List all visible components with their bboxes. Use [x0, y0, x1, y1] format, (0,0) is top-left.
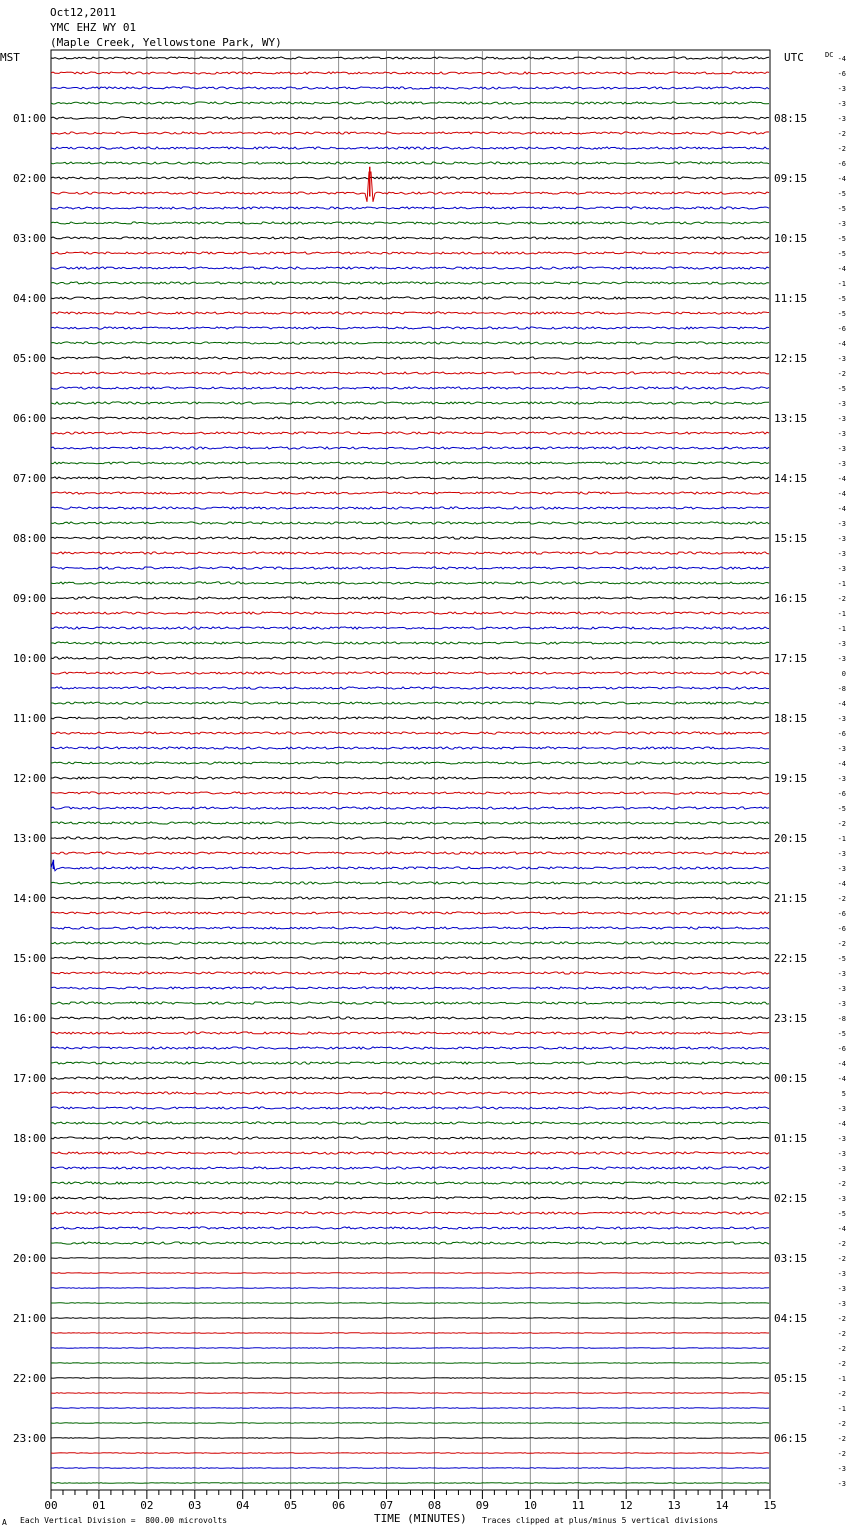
dc-offset-label: -4 [837, 1120, 846, 1128]
right-hour-label: 08:15 [774, 112, 808, 125]
left-hour-label: 14:00 [13, 892, 47, 905]
trace-row [51, 1423, 769, 1424]
left-hour-label: 18:00 [13, 1132, 47, 1145]
trace-row [51, 1378, 769, 1379]
dc-offset-label: -2 [837, 820, 846, 828]
dc-offset-label: 5 [841, 1090, 846, 1098]
dc-offset-label: -3 [837, 220, 846, 228]
dc-offset-label: -5 [837, 1030, 846, 1038]
dc-offset-label: -5 [837, 205, 846, 213]
trace-row [51, 687, 769, 689]
trace-row [51, 1453, 769, 1454]
trace-row [51, 282, 769, 284]
trace-row [51, 267, 769, 269]
trace-row [51, 1483, 769, 1484]
trace-row [51, 912, 769, 914]
left-hour-label: 13:00 [13, 832, 47, 845]
dc-offset-label: -3 [837, 415, 846, 423]
right-hour-label: 14:15 [774, 472, 808, 485]
dc-offset-label: -4 [837, 175, 846, 183]
trace-row [51, 432, 769, 434]
trace-row [51, 942, 769, 944]
dc-offset-label: -3 [837, 1480, 846, 1488]
corner-mark: A [2, 1518, 7, 1527]
trace-row [51, 372, 769, 374]
x-tick-label: 15 [763, 1499, 777, 1512]
trace-row [51, 252, 769, 254]
x-tick-label: 08 [427, 1499, 442, 1512]
trace-row [51, 1242, 769, 1244]
dc-offset-label: -5 [837, 235, 846, 243]
left-hour-label: 20:00 [13, 1252, 47, 1265]
station-location: (Maple Creek, Yellowstone Park, WY) [50, 36, 282, 49]
dc-offset-label: -6 [837, 70, 846, 78]
dc-offset-label: -5 [837, 295, 846, 303]
trace-row [51, 1438, 769, 1439]
dc-offset-label: -4 [837, 340, 846, 348]
left-hour-label: 08:00 [13, 532, 47, 545]
trace-row [51, 957, 769, 959]
dc-offset-label: -2 [837, 1180, 846, 1188]
left-hour-label: 11:00 [13, 712, 47, 725]
trace-row [51, 1303, 769, 1304]
left-hour-label: 02:00 [13, 172, 47, 185]
dc-offset-label: -8 [837, 1015, 846, 1023]
x-axis-title: TIME (MINUTES) [374, 1512, 467, 1525]
dc-offset-label: -3 [837, 445, 846, 453]
x-tick-label: 14 [715, 1499, 729, 1512]
dc-offset-label: -3 [837, 1270, 846, 1278]
dc-offset-label: -2 [837, 1435, 846, 1443]
x-tick-label: 13 [667, 1499, 681, 1512]
trace-row [51, 1273, 769, 1274]
right-hour-label: 06:15 [774, 1432, 808, 1445]
trace-row [51, 447, 769, 449]
trace-row [51, 861, 769, 870]
trace-row [51, 72, 769, 74]
trace-row [51, 1468, 769, 1469]
trace-row [51, 507, 769, 509]
dc-offset-label: -5 [837, 250, 846, 258]
x-tick-label: 00 [44, 1499, 58, 1512]
trace-row [51, 1363, 769, 1364]
dc-label: DC [825, 51, 834, 59]
dc-offset-label: -3 [837, 355, 846, 363]
trace-row [51, 162, 769, 164]
right-hour-label: 19:15 [774, 772, 808, 785]
dc-offset-label: -3 [837, 400, 846, 408]
left-hour-label: 03:00 [13, 232, 47, 245]
trace-row [51, 327, 769, 329]
dc-offset-label: -3 [837, 1300, 846, 1308]
dc-offset-label: -2 [837, 940, 846, 948]
trace-row [51, 342, 769, 344]
dc-offset-label: -4 [837, 1075, 846, 1083]
plot-frame [51, 50, 770, 1490]
dc-offset-label: -2 [837, 1330, 846, 1338]
trace-row [51, 702, 769, 704]
trace-row [51, 402, 769, 404]
dc-offset-label: -3 [837, 775, 846, 783]
dc-offset-label: -2 [837, 895, 846, 903]
dc-offset-label: -3 [837, 1000, 846, 1008]
left-hour-label: 17:00 [13, 1072, 47, 1085]
right-hour-label: 04:15 [774, 1312, 808, 1325]
left-hour-label: 15:00 [13, 952, 47, 965]
trace-row [51, 807, 769, 809]
dc-offset-label: -1 [837, 625, 846, 633]
trace-row [51, 927, 769, 929]
dc-offset-label: -6 [837, 910, 846, 918]
right-hour-label: 20:15 [774, 832, 808, 845]
dc-offset-label: -6 [837, 325, 846, 333]
trace-row [51, 1032, 769, 1034]
dc-offset-label: -4 [837, 265, 846, 273]
dc-offset-label: -2 [837, 370, 846, 378]
dc-offset-label: -3 [837, 1105, 846, 1113]
dc-offset-label: -5 [837, 1210, 846, 1218]
trace-row [51, 357, 769, 359]
trace-row [51, 1092, 769, 1094]
trace-row [51, 147, 769, 149]
trace-row [51, 762, 769, 764]
trace-row [51, 222, 769, 224]
dc-offset-label: -3 [837, 1285, 846, 1293]
dc-offset-label: -4 [837, 55, 846, 63]
left-hour-label: 12:00 [13, 772, 47, 785]
trace-row [51, 462, 769, 464]
dc-offset-label: -3 [837, 115, 846, 123]
trace-row [51, 1137, 769, 1139]
dc-offset-label: -8 [837, 685, 846, 693]
dc-offset-label: -1 [837, 1405, 846, 1413]
right-hour-label: 01:15 [774, 1132, 808, 1145]
x-tick-label: 10 [523, 1499, 537, 1512]
right-hour-label: 05:15 [774, 1372, 808, 1385]
dc-offset-label: -3 [837, 550, 846, 558]
trace-row [51, 237, 769, 239]
dc-offset-label: -3 [837, 520, 846, 528]
right-hour-label: 10:15 [774, 232, 808, 245]
plot-date: Oct12,2011 [50, 6, 117, 19]
dc-offset-label: -3 [837, 640, 846, 648]
x-tick-label: 03 [188, 1499, 202, 1512]
right-hour-label: 23:15 [774, 1012, 808, 1025]
trace-row [51, 882, 769, 884]
trace-row [51, 672, 769, 674]
trace-row [51, 1227, 769, 1229]
trace-row [51, 837, 769, 839]
left-axis-label: MST [0, 51, 20, 64]
dc-offset-label: -3 [837, 535, 846, 543]
trace-row [51, 1152, 769, 1154]
left-hour-label: 10:00 [13, 652, 47, 665]
trace-row [51, 172, 769, 202]
right-hour-label: 17:15 [774, 652, 808, 665]
right-hour-label: 16:15 [774, 592, 808, 605]
left-hour-label: 09:00 [13, 592, 47, 605]
dc-offset-label: -6 [837, 790, 846, 798]
dc-offset-label: -3 [837, 1165, 846, 1173]
trace-row [51, 747, 769, 749]
dc-offset-label: -3 [837, 745, 846, 753]
trace-row [51, 1212, 769, 1214]
trace-row [51, 1393, 769, 1394]
trace-row [51, 1333, 769, 1334]
dc-offset-label: -3 [837, 985, 846, 993]
dc-offset-label: -6 [837, 925, 846, 933]
dc-offset-label: -4 [837, 700, 846, 708]
x-tick-label: 02 [140, 1499, 154, 1512]
dc-offset-label: -3 [837, 655, 846, 663]
dc-offset-label: -3 [837, 850, 846, 858]
trace-row [51, 852, 769, 854]
trace-row [51, 897, 769, 899]
right-hour-label: 09:15 [774, 172, 808, 185]
dc-offset-label: -5 [837, 190, 846, 198]
dc-offset-label: -3 [837, 430, 846, 438]
x-tick-label: 05 [284, 1499, 298, 1512]
dc-offset-label: -3 [837, 460, 846, 468]
right-hour-label: 21:15 [774, 892, 808, 905]
left-hour-label: 07:00 [13, 472, 47, 485]
trace-row [51, 612, 769, 614]
trace-row [51, 537, 769, 539]
x-tick-label: 11 [571, 1499, 585, 1512]
dc-offset-label: -3 [837, 865, 846, 873]
dc-offset-label: -2 [837, 1450, 846, 1458]
dc-offset-label: -2 [837, 1255, 846, 1263]
trace-row [51, 642, 769, 644]
right-hour-label: 03:15 [774, 1252, 808, 1265]
left-hour-label: 16:00 [13, 1012, 47, 1025]
trace-row [51, 657, 769, 659]
trace-row [51, 102, 769, 104]
dc-offset-label: 0 [841, 670, 846, 678]
dc-offset-label: -6 [837, 730, 846, 738]
trace-row [51, 627, 769, 629]
dc-offset-label: -6 [837, 160, 846, 168]
dc-offset-label: -4 [837, 475, 846, 483]
dc-offset-label: -4 [837, 1060, 846, 1068]
left-hour-label: 06:00 [13, 412, 47, 425]
x-tick-label: 12 [619, 1499, 633, 1512]
trace-row [51, 552, 769, 554]
dc-offset-label: -2 [837, 595, 846, 603]
right-hour-label: 22:15 [774, 952, 808, 965]
right-hour-label: 00:15 [774, 1072, 808, 1085]
trace-row [51, 972, 769, 974]
trace-row [51, 132, 769, 134]
dc-offset-label: -4 [837, 490, 846, 498]
trace-row [51, 492, 769, 494]
x-tick-label: 09 [475, 1499, 490, 1512]
right-hour-label: 15:15 [774, 532, 808, 545]
dc-offset-label: -5 [837, 805, 846, 813]
clip-note: Traces clipped at plus/minus 5 vertical divisions [482, 1516, 719, 1525]
right-axis-label: UTC [784, 51, 804, 64]
trace-row [51, 57, 769, 59]
dc-offset-label: -3 [837, 85, 846, 93]
trace-row [51, 87, 769, 89]
dc-offset-label: -2 [837, 130, 846, 138]
trace-row [51, 792, 769, 794]
dc-offset-label: -4 [837, 505, 846, 513]
left-hour-label: 04:00 [13, 292, 47, 305]
trace-row [51, 1197, 769, 1199]
dc-offset-label: -2 [837, 1420, 846, 1428]
right-hour-label: 02:15 [774, 1192, 808, 1205]
dc-offset-label: -1 [837, 1375, 846, 1383]
trace-row [51, 1258, 769, 1259]
x-tick-label: 04 [236, 1499, 250, 1512]
trace-row [51, 1002, 769, 1004]
left-hour-label: 01:00 [13, 112, 47, 125]
dc-offset-label: -1 [837, 280, 846, 288]
dc-offset-label: -3 [837, 715, 846, 723]
x-tick-label: 01 [92, 1499, 106, 1512]
right-hour-label: 18:15 [774, 712, 808, 725]
trace-row [51, 312, 769, 314]
right-hour-label: 12:15 [774, 352, 808, 365]
trace-row [51, 1318, 769, 1319]
dc-offset-label: -2 [837, 1360, 846, 1368]
station-code: YMC EHZ WY 01 [50, 21, 137, 34]
x-tick-label: 06 [331, 1499, 346, 1512]
trace-row [51, 1107, 769, 1109]
right-hour-label: 13:15 [774, 412, 808, 425]
trace-row [51, 1167, 769, 1169]
trace-row [51, 1077, 769, 1079]
dc-offset-label: -6 [837, 1045, 846, 1053]
dc-offset-label: -3 [837, 1465, 846, 1473]
dc-offset-label: -2 [837, 145, 846, 153]
scale-note: Each Vertical Division = 800.00 microvolts [20, 1516, 228, 1525]
trace-row [51, 597, 769, 599]
dc-offset-label: -5 [837, 955, 846, 963]
x-tick-label: 07 [379, 1499, 394, 1512]
dc-offset-label: -2 [837, 1390, 846, 1398]
dc-offset-label: -1 [837, 835, 846, 843]
dc-offset-label: -3 [837, 100, 846, 108]
trace-row [51, 987, 769, 989]
trace-row [51, 117, 769, 119]
trace-row [51, 1062, 769, 1064]
trace-row [51, 1047, 769, 1049]
dc-offset-label: -3 [837, 1195, 846, 1203]
trace-row [51, 777, 769, 779]
dc-offset-label: -4 [837, 880, 846, 888]
trace-row [51, 1348, 769, 1349]
dc-offset-label: -4 [837, 1225, 846, 1233]
dc-offset-label: -3 [837, 970, 846, 978]
dc-offset-label: -5 [837, 310, 846, 318]
dc-offset-label: -4 [837, 760, 846, 768]
dc-offset-label: -3 [837, 1150, 846, 1158]
trace-row [51, 207, 769, 209]
dc-offset-label: -2 [837, 1240, 846, 1248]
trace-row [51, 732, 769, 734]
right-hour-label: 11:15 [774, 292, 808, 305]
dc-offset-label: -1 [837, 580, 846, 588]
trace-row [51, 1122, 769, 1124]
left-hour-label: 22:00 [13, 1372, 47, 1385]
dc-offset-label: -3 [837, 1135, 846, 1143]
dc-offset-label: -1 [837, 610, 846, 618]
trace-row [51, 477, 769, 479]
left-hour-label: 21:00 [13, 1312, 47, 1325]
dc-offset-label: -2 [837, 1345, 846, 1353]
trace-row [51, 567, 769, 569]
left-hour-label: 19:00 [13, 1192, 47, 1205]
trace-row [51, 1182, 769, 1184]
left-hour-label: 23:00 [13, 1432, 47, 1445]
trace-row [51, 417, 769, 419]
trace-row [51, 582, 769, 584]
trace-row [51, 1408, 769, 1409]
trace-row [51, 822, 769, 824]
left-hour-label: 05:00 [13, 352, 47, 365]
trace-row [51, 1017, 769, 1019]
trace-row [51, 1288, 769, 1289]
trace-row [51, 522, 769, 524]
dc-offset-label: -5 [837, 385, 846, 393]
dc-offset-label: -2 [837, 1315, 846, 1323]
trace-row [51, 387, 769, 389]
trace-row [51, 717, 769, 719]
trace-row [51, 177, 769, 179]
trace-row [51, 297, 769, 299]
dc-offset-label: -3 [837, 565, 846, 573]
